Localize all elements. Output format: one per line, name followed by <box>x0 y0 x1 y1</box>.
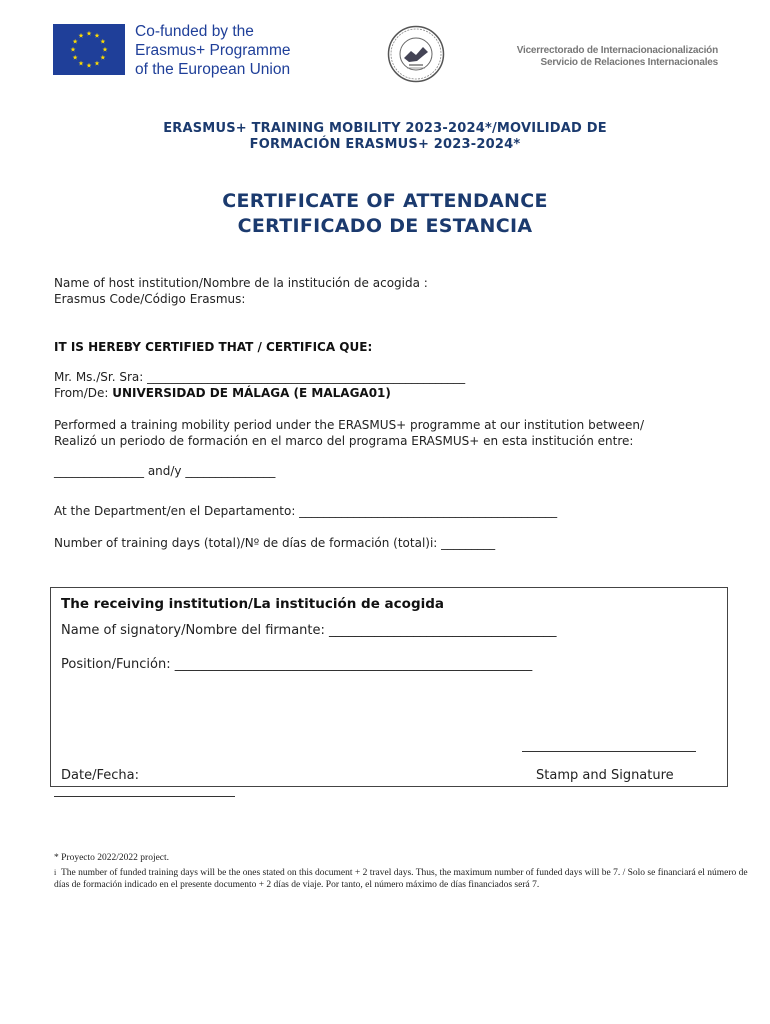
department-field: At the Department/en el Departamento: ___________________________________________ <box>54 504 558 518</box>
eu-text-line-2: Erasmus+ Programme <box>135 42 291 59</box>
performed-line-2: Realizó un periodo de formación en el marco del programa ERASMUS+ en esta institución entre: <box>54 434 634 448</box>
performed-line-1: Performed a training mobility period under the ERASMUS+ programme at our institution between/ <box>54 418 645 432</box>
service-text: Servicio de Relaciones Internacionales <box>540 57 718 68</box>
eu-flag-icon <box>53 24 125 75</box>
vice-rectorate-block <box>517 45 718 69</box>
certificate-title-line-1: CERTIFICATE OF ATTENDANCE <box>222 190 548 212</box>
date-label: Date/Fecha: <box>61 768 139 783</box>
mobility-title-line-2: FORMACIÓN ERASMUS+ 2023-2024* <box>249 137 521 152</box>
footnote-training-days <box>54 867 754 891</box>
training-days-field: Number of training days (total)/Nº de días de formación (total)i: _________ <box>54 536 496 550</box>
eu-text-line-3: of the European Union <box>135 61 291 78</box>
dates-field: _______________ and/y _______________ <box>54 464 276 478</box>
from-value: UNIVERSIDAD DE MÁLAGA (E MALAGA01) <box>112 386 391 400</box>
mobility-title <box>0 121 770 153</box>
receiving-box-title: The receiving institution/La institución de acogida <box>61 596 445 612</box>
footnote-separator <box>54 796 235 797</box>
mobility-title-line-1: ERASMUS+ TRAINING MOBILITY 2023-2024*/MOVILIDAD DE <box>163 121 607 136</box>
university-seal-icon <box>387 25 445 83</box>
certificate-title-line-2: CERTIFICADO DE ESTANCIA <box>237 215 533 237</box>
host-institution-label: Name of host institution/Nombre de la institución de acogida : <box>54 276 428 290</box>
vice-rectorate-text: Vicerrectorado de Internacionacionalización <box>516 45 718 56</box>
signature-line <box>522 751 696 752</box>
eu-cofunded-text <box>135 22 290 79</box>
certified-heading <box>54 339 372 355</box>
eu-text-line-1: Co-funded by the <box>135 23 254 40</box>
position-field: Position/Función: _______________________________________________________ <box>61 657 533 672</box>
from-label: From/De: <box>54 386 113 400</box>
participant-name-field: Mr. Ms./Sr. Sra: _____________________________________________________ <box>54 370 466 384</box>
footnote-marker: i <box>54 868 57 877</box>
stamp-signature-label: Stamp and Signature <box>536 768 674 783</box>
signatory-field: Name of signatory/Nombre del firmante: ___________________________________ <box>61 623 557 638</box>
participant-from <box>54 385 391 401</box>
erasmus-code-label: Erasmus Code/Código Erasmus: <box>54 292 246 306</box>
receiving-institution-box <box>50 587 728 787</box>
certified-heading-text: IT IS HEREBY CERTIFIED THAT / CERTIFICA QUE: <box>54 340 373 354</box>
footnote-project: * Proyecto 2022/2022 project. <box>54 853 170 863</box>
footnote-days-text: The number of funded training days will be the ones stated on this document + 2 travel days. Thus, the maximum number of funded days will be 7. / Solo se financiará el número de días de formación indicado en el presente documento + 2 días de viaje. Por tanto, el número máximo de días financiados será 7. <box>54 868 748 890</box>
certificate-title <box>0 189 770 239</box>
